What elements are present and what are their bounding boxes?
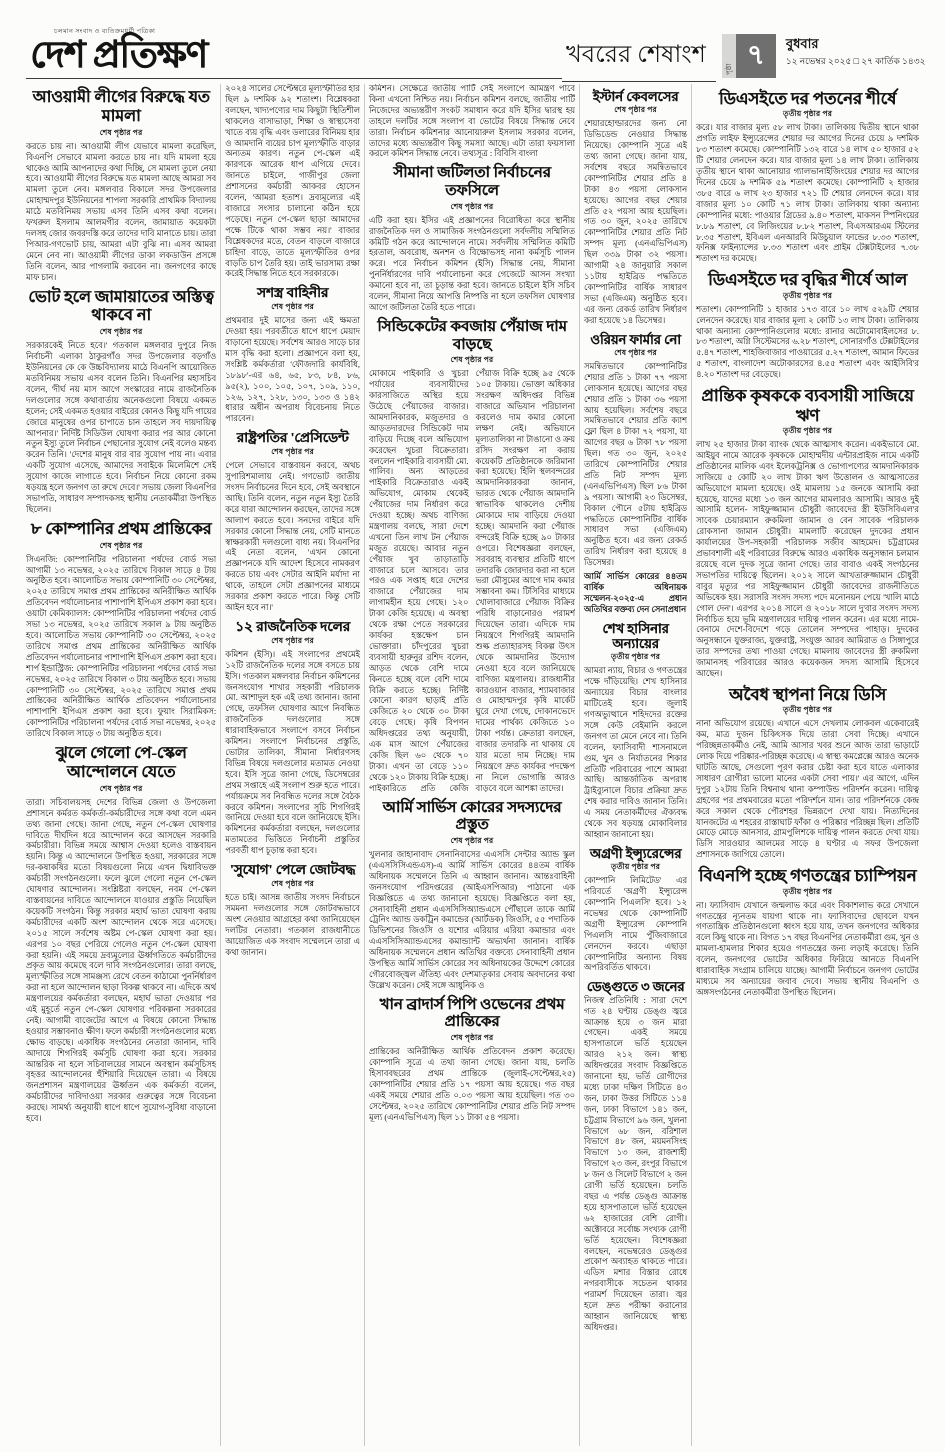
article-body: শেয়ারহোল্ডারদের জন্য নো ডিভিডেন্ড নেওয়ার সিদ্ধান্ত নিয়েছে। কোম্পানি সূত্রে এই তথ্য জানা গেছে। জানা যায়, সর্বশেষ বছরে সমন্বিতভাবে কোম্পানিটির শেয়ার প্রতি ৪ টাকা ৪৩ পয়সা লোকসান হয়েছে। আগের বছর শেয়ার প্রতি ৫২ পয়সা আয় হয়েছিল। গত ৩০ জুন, ২০২৫ তারিখে কোম্পানিটির শেয়ার প্রতি নিট সম্পদ মূল্য (এনএভিপিএস) ছিল ৩৩৯ টাকা ৩২ পয়সা। আগামী ২৪ জানুয়ারি সকাল ১১টায় হাইব্রিড পদ্ধতিতে কোম্পানিটির বার্ষিক সাধারণ সভা (এজিএম) অনুষ্ঠিত হবে। এর জন্য রেকর্ড তারিখ নির্ধারণ করা হয়েছে ১৪ ডিসেম্বর।	[584, 119, 688, 325]
article-body: খুলনার জাহানাবাদ সেনানিবাসের এএসসি সেন্টার অ্যান্ড স্কুল (এএসসিসিএন্ডএস)-এ আর্মি সার্ভিস কোরের ৪৪তম বার্ষিক অধিনায়ক সম্মেলনে তিনি এ আহ্বান জানান। আন্তঃবাহিনী জনসংযোগ পরিদপ্তরের (আইএসপিআর) পাঠানো এক বিজ্ঞপ্তিতে এ তথ্য জানানো হয়েছে। বিজ্ঞপ্তিতে বলা হয়, সেনাবাহিনী প্রধান এএসসিসিঅ্যান্ডএসে পৌঁছালে তাকে আর্মি ট্রেনিং অ্যান্ড ডকট্রিন কমান্ডের (আর্টডক) জিওসি, ৫৫ পদাতিক ডিভিশনের জিওসি ও যশোর এরিয়ার এরিয়া কমান্ডার এবং এএসসিসিঅ্যান্ডএসের কমান্ড্যান্ট অভ্যর্থনা জানান। বার্ষিক অধিনায়ক সম্মেলনে প্রধান অতিথির বক্তব্যে সেনাবাহিনী প্রধান উপস্থিত আর্মি সার্ভিস কোরের সব অধিনায়কের উদ্দেশে কোরের গৌরবোজ্জ্বল ঐতিহ্য এবং দেশমাতৃকার সেবায় অবদানের কথা উল্লেখ করেন। সেই সঙ্গে আধুনিক ও	[368, 849, 576, 990]
section-title: খবরের শেষাংশ	[562, 30, 716, 82]
article-onion-syndicate	[369, 319, 575, 795]
masthead-rule	[26, 78, 562, 79]
continuation-label: তৃতীয় পৃষ্ঠার পর	[783, 290, 833, 300]
article-body: না। ফ্যাসিবাদ যেখানে জন্মলাভ করে এবং বিকাশলাভ করে সেখানে গণতন্ত্রের ন্যূনতম যায়গা থাকে না। ফ্যাসিবাদের ছোবলে যখন গণতান্ত্রিক প্রতিষ্ঠানগুলো ধ্বংস হয়ে যায়, তখন জনগণের অধিকার বলে কিছু থাকে না। বিগত ১৭ বছর বিএনপির নেতাকর্মীরা গুম, খুন ও মামলা-হামলার শিকার হয়েও গণতন্ত্রের জন্য লড়াই করেছে। তিনি বলেন, জনগণের ভোটের অধিকার ফিরিয়ে আনতে বিএনপি ধারাবাহিক সংগ্রাম চালিয়ে যাচ্ছে। আগামী নির্বাচনে জনগণ ভোটের মাধ্যমে সব অন্যায়ের জবাব দেবে। সভায় স্থানীয় বিএনপি ও অঙ্গসংগঠনের নেতাকর্মীরা উপস্থিত ছিলেন।	[696, 900, 919, 997]
article-jamaat-existence	[26, 289, 216, 516]
column-6	[691, 84, 919, 1446]
weekday-label: বুধবার	[785, 36, 819, 51]
article-agrani-insurance	[584, 846, 687, 974]
article-headline: 'সুযোগ' পেলে জোটবদ্ধ	[229, 862, 356, 878]
article-inflation-continuation	[225, 84, 360, 280]
article-headline: সিন্ডিকেটের কবজায় পেঁয়াজ দাম বাড়ছে	[377, 318, 567, 353]
article-orion-pharma	[584, 332, 687, 570]
article-headline: সীমানা জটিলতা নির্বাচনের তফসিলে	[393, 165, 551, 200]
article-dse-top-gainers	[696, 270, 919, 381]
article-bnp-democracy-champion	[696, 866, 919, 999]
article-8-companies-q1	[26, 521, 216, 740]
article-body: হতে চাই। আসন্ন জাতীয় সংসদ নির্বাচনে সমমনা দলগুলোর সঙ্গে জোটবদ্ধভাবে অংশ নেওয়ার আগ্রহের কথা জানিয়েছেন দলটির নেতারা। গতকাল রাজধানীতে আয়োজিত এক সংবাদ সম্মেলনে তারা এ কথা জানান।	[225, 892, 360, 957]
date-block	[786, 36, 926, 69]
continuation-label: শেষ পৃষ্ঠার পর	[271, 302, 314, 312]
continuation-label: শেষ পৃষ্ঠার পর	[614, 105, 657, 115]
column-2	[220, 84, 360, 1446]
continuation-label: শেষ পৃষ্ঠার পর	[614, 347, 657, 357]
article-headline: বিএনপি হচ্ছে গণতন্ত্রের চ্যাম্পিয়ন	[698, 866, 917, 886]
article-illegal-structures-dc	[696, 685, 919, 861]
column-1	[26, 84, 216, 1446]
article-body: লাখ ২৫ হাজার টাকা ব্যাংক থেকে আত্মসাৎ করেন। একইভাবে মো. আইয়ুব নামে আরেক কৃষককে মোহাম্মদীয় এন্টারপ্রাইজ নামে একটি প্রতিষ্ঠানের মালিক এবং ইলেকট্রনিক্স ও ভোগ্যপণ্যের আমদানিকারক সাজিয়ে ৫ কোটি ২০ লাখ টাকা ঋণ উত্তোলন ও আত্মসাতের অভিযোগে মামলা হয়েছে। ওই মামলায় ১৫ জনকে আসামি করা হয়েছে, যাদের মধ্যে ১৩ জন আগের মামলারও আসামি। আরও দুই আসামি হলেন- সাইফুজ্জামান চৌধুরী জাবেদের স্ত্রী ইউসিবিএল'র সাবেক চেয়ারম্যান রুকমিলা জামান ও বেন সাবেক পরিচালক রোকসানা জামান চৌধুরী। মামলাটি করেছেন দুদকের প্রধান কার্যালয়ের উপ-সহকারী পরিচালক সজীব আহমেদ। চট্টগ্রামের প্রভাবশালী এই পরিবারের বিরুদ্ধে আরও একাধিক অনুসন্ধান চলমান রয়েছে বলে দুদক সূত্রে জানা গেছে। তার বাবাও একই সংগঠনের সভাপতির দায়িত্বে ছিলেন। ২০১২ সালে আখতারুজ্জামান চৌধুরী বাবুর মৃত্যুর পর সাইফুজ্জামান চৌধুরী জাবেদের রাজনীতিতে অভিষেক হয়। সরাসরি সংসদ সদস্য পদে মনোনয়ন পেয়ে 'খালি মাঠে গোল দেন'। এরপর ২০১৪ সালে ও ২০১৮ সালে দু'বার সংসদ সদস্য নির্বাচিত হয়ে ভূমি মন্ত্রণালয়ের দায়িত্ব পালন করেন। এর মধ্যে নামে-বেনামে দেশে-বিদেশে গড়ে তোলেন সম্পদের পাহাড়। দুদকের অনুসন্ধানে যুক্তরাজ্য, যুক্তরাষ্ট্র, সংযুক্ত আরব আমিরাত ও সিঙ্গাপুরে তার সম্পদের তথ্য পাওয়া গেছে। মামলায় জাবেদের স্ত্রী রুকমিলা জামানসহ পরিবারের আরও কয়েকজন সদস্য আসামি হিসেবে আছেন।	[696, 440, 919, 679]
photo-caption-army-conference	[584, 572, 687, 616]
article-body: আমরা ন্যায়, বিচার ও গণতন্ত্রের পক্ষে দাঁড়িয়েছি। শেখ হাসিনার অন্যায়ের বিচার বাংলার মাটিতেই হবে। জুলাই গণঅভ্যুত্থানে শহিদদের রক্তের সঙ্গে কেউ বেইমানি করলে জনগণ তা মেনে নেবে না। তিনি বলেন, ফ্যাসিবাদী শাসনামলে গুম, খুন ও নির্যাতনের শিকার প্রতিটি পরিবারের পাশে আমরা আছি। আন্তর্জাতিক অপরাধ ট্রাইব্যুনালে বিচার প্রক্রিয়া দ্রুত শেষ করার দাবিও জানান তিনি। এ সময় নেতাকর্মীদের ঐক্যবদ্ধ থেকে সব ষড়যন্ত্র মোকাবিলার আহ্বান জানানো হয়।	[584, 666, 688, 839]
article-sheikh-hasina-injustice	[584, 621, 687, 841]
article-headline: আর্মি সার্ভিস কোরের সদস্যদের প্রস্তুত	[382, 799, 562, 834]
article-body: শতাংশ। কোম্পানিটি ১ হাজার ১৭৩ বারে ১০ লাখ ৫২৯টি শেয়ার লেনদেন করেছে। যার বাজার মূল্য ২ কোটি ১৩ লাখ টাকা। তালিকায় থাকা অন্যান্য কোম্পানিগুলোর মধ্যে: রানার অটোমোবাইলসের ৮. ৮৩ শতাংশ, অগ্নি সিস্টেমসের ৬.২৮ শতাংশ, সোনারগাঁও টেক্সটাইলের ৫.৪৭ শতাংশ, শাহজিবাজার পাওয়ারের ৫.২৭ শতাংশ, আমান ফিডের ৫ শতাংশ, বাংলাদেশ অটোকারসের ৪.৫৫ শতাংশ এবং আইসিবি'র ৪.২০ শতাংশ দর বেড়েছে।	[696, 304, 919, 380]
continuation-label: তৃতীয় পৃষ্ঠার পর	[611, 652, 661, 662]
continuation-label: তৃতীয় পৃষ্ঠার পর	[783, 109, 833, 119]
article-headline: ৮ কোম্পানির প্রথম প্রান্তিকের	[30, 520, 212, 538]
article-headline: রাষ্ট্রপতির 'প্রেসিডেন্ট	[236, 430, 349, 446]
article-headline: ওরিয়ন ফার্মার নো	[590, 331, 681, 347]
article-eastern-cables	[584, 89, 687, 327]
continuation-label: তৃতীয় পৃষ্ঠার পর	[783, 705, 833, 715]
continuation-label: তৃতীয় পৃষ্ঠার পর	[611, 862, 661, 872]
continuation-label: শেষ পৃষ্ঠার পর	[99, 540, 143, 550]
article-body: তারা। সচিবালয়সহ দেশের বিভিন্ন জেলা ও উপজেলা প্রশাসনে কর্মরত কর্মকর্তা-কর্মচারীদের সঙ্গে কথা বলে এমন তথ্য জানা গেছে। জানা গেছে, নতুন পে-স্কেল ঘোষণার দাবিতে দীর্ঘদিন ধরে আন্দোলন করে আসছেন সরকারি কর্মচারীরা। বিভিন্ন সময়ে আশ্বাস দেওয়া হলেও বাস্তবায়ন হয়নি। কিন্তু এ আন্দোলনে উপস্থিত হওয়া, সরকারের সঙ্গে দর-কষাকষির মতো বিষয়গুলো নিয়ে এখন দ্বিধাবিভক্ত কর্মচারী সংগঠনগুলো। ফলে ঝুলে গেলো নতুন পে-স্কেল ঘোষণার আন্দোলন। সংশ্লিষ্টরা বলছেন, নবম পে-স্কেল বাস্তবায়নের দাবিতে আন্দোলনে যাওয়ার প্রস্তুতি নিয়েছিল কয়েকটি সংগঠন। কিন্তু সরকার মহার্ঘ ভাতা ঘোষণা করায় কর্মচারীদের একটি অংশ আন্দোলন থেকে সরে এসেছে। ২০১৫ সালে সর্বশেষ অষ্টম পে-স্কেল ঘোষণা করা হয়। এরপর ১০ বছর পেরিয়ে গেলেও নতুন পে-স্কেল ঘোষণা করা হয়নি। এই সময়ে দ্রব্যমূল্যের ঊর্ধ্বগতিতে কর্মচারীদের প্রকৃত আয় কমেছে বলে দাবি সংগঠনগুলোর। তারা বলছে, মূল্যস্ফীতির সঙ্গে সামঞ্জস্য রেখে বেতন কাঠামো পুনর্নির্ধারণ করা না হলে আন্দোলন ছাড়া বিকল্প থাকবে না। এদিকে অর্থ মন্ত্রণালয়ের কর্মকর্তারা বলছেন, মহার্ঘ ভাতা দেওয়ার পর এই মুহূর্তে নতুন পে-স্কেল ঘোষণার পরিকল্পনা সরকারের নেই। আগামী বাজেটের আগে এ বিষয়ে কোনো সিদ্ধান্ত হওয়ার সম্ভাবনাও ক্ষীণ। ফলে কর্মচারী সংগঠনগুলোর মধ্যে ক্ষোভ বাড়ছে। একাধিক সংগঠনের নেতারা জানান, দাবি আদায়ে শিগগিরই কর্মসূচি ঘোষণা করা হবে। সরকার আন্তরিক না হলে সচিবালয়ের সামনে অবস্থান কর্মসূচিসহ বৃহত্তর আন্দোলনের হুঁশিয়ারি দিয়েছেন তারা। এ বিষয়ে জনপ্রশাসন মন্ত্রণালয়ের ঊর্ধ্বতন এক কর্মকর্তা বলেন, কর্মচারীদের দাবিদাওয়া সরকার গুরুত্বের সঙ্গে বিবেচনা করছে। সামর্থ্য অনুযায়ী ধাপে ধাপে সুযোগ-সুবিধা বাড়ানো হবে।	[26, 797, 217, 1124]
article-headline: শেখ হাসিনার অন্যায়ের	[602, 620, 669, 652]
page-number: ৭	[736, 34, 776, 78]
article-body: সমন্বিতভাবে কোম্পানিটির শেয়ার প্রতি ১ টাকা ৭৭ পয়সা লোকসান হয়েছে। আগের বছর শেয়ার প্রতি ১ টাকা ৩৬ পয়সা আয় হয়েছিল। সর্বশেষ বছরে সমন্বিতভাবে শেয়ার প্রতি ক্যাশ ফ্লো ছিল ৪ টাকা ৭২ পয়সা, যা আগের বছর ৬ টাকা ৭৮ পয়সা ছিল। গত ৩০ জুন, ২০২৫ তারিখে কোম্পানিটির শেয়ার প্রতি নিট সম্পদ মূল্য (এনএভিপিএস) ছিল ৮৬ টাকা ৯ পয়সা। আগামী ২৩ ডিসেম্বর, বিকাল পৌনে ৫টায় হাইব্রিড পদ্ধতিতে কোম্পানিটির বার্ষিক সাধারণ সভা (এজিএম) অনুষ্ঠিত হবে। এর জন্য রেকর্ড তারিখ নির্ধারণ করা হয়েছে ৪ ডিসেম্বর।	[584, 361, 688, 568]
article-pay-scale-stalled	[26, 745, 216, 1125]
article-dengue-deaths	[584, 979, 687, 1333]
article-headline: অবৈধ স্থাপনা নিয়ে ডিসি	[729, 684, 887, 704]
article-headline: প্রান্তিক কৃষককে ব্যবসায়ী সাজিয়ে ঋণ	[701, 386, 914, 425]
page-number-box	[722, 34, 776, 78]
article-headline: সশস্ত্র বাহিনীর	[256, 285, 329, 301]
masthead-tagline: চলমান সংবাদ ও ব্যতিক্রমধর্মী পত্রিকা	[54, 28, 156, 35]
article-body: এটি করা হয়। ইসির এই প্রজ্ঞাপনের বিরোধিতা করে স্থানীয় রাজনৈতিক দল ও সামাজিক সংগঠনগুলো সর্বদলীয় সম্মিলিত কমিটি গঠন করে আন্দোলনে নামে। সর্বদলীয় সম্মিলিত কমিটি হরতাল, অবরোধ, অনশন ও বিক্ষোভসহ নানা কর্মসূচি পালন করে। পরে নির্বাচন কমিশন (ইসি) সিদ্ধান্ত নেয়, সীমানা পুনর্নির্ধারণের দাবি পর্যালোচনা করে গেজেটে আসন সংখ্যা কমানো হবে না, তা চূড়ান্ত করা হবে। জানতে চাইলে ইসি সচিব বলেন, সীমানা নিয়ে আপত্তি নিষ্পত্তি না হলে তফসিল ঘোষণার আগে জটিলতা তৈরি হতে পারে।	[368, 215, 576, 312]
continuation-label: তৃতীয় পৃষ্ঠার পর	[783, 426, 833, 435]
continuation-label: শেষ পৃষ্ঠার পর	[271, 447, 314, 457]
article-headline: ঝুলে গেলো পে-স্কেল আন্দোলনে যেতে	[55, 745, 187, 781]
article-body: নানা অভিযোগ রয়েছে। এখানে এসে দেখলাম লোকবল একেবারেই কম, মাত্র দুজন চিকিৎসক দিয়ে তারা সেবা দিচ্ছে। এখানে পরিচ্ছন্নতাকর্মীও নেই, আমি আসার খবর শুনে আজ তারা ভাড়াটে লোক দিয়ে পরিষ্কার-পরিচ্ছন্ন করেছে। এ স্বাস্থ্য কমপ্লেক্সে আরও অনেক ঘাটতি আছে, সেগুলো পূরণ করার চেষ্টা করা হবে যাতে এলাকার সাধারণ রোগীরা ভালো মানের একটা সেবা পায়।' এর আগে, এদিন দুপুর ১২টায় তিনি বিশ্বনাথ থানা কম্পাউন্ড পরিদর্শন করেন। দায়িত্ব গ্রহণের পর প্রথমবারের মতো পরিদর্শনে যান। তার পরিদর্শনকে কেন্দ্র করে সকাল থেকে পৌরশহর ভিন্নরূপে দেখা যায়। নিত্যদিনের যানজটের এ শহরের রাস্তাঘাট ফাঁকা ও পরিষ্কার পরিচ্ছন্ন ছিল। প্রতিটি মোড়ে মোড়ে আনসার, গ্রামপুলিশকে দায়িত্ব পালন করতে দেখা যায়। ডিসি সারওয়ার আলমের সাড়ে ৪ ঘণ্টার এ সফর উপজেলা প্রশাসনকে জাগিয়ে তোলে।	[696, 719, 919, 860]
article-president-ordinance	[225, 430, 360, 614]
column-3-4	[364, 84, 575, 1446]
content-area	[26, 84, 919, 1446]
article-headline: ইস্টার্ন কেবলসের	[592, 89, 679, 104]
article-khan-brothers-q1	[369, 997, 575, 1124]
date-text: ১২ নভেম্বর ২০২৫ □ ২৭ কার্তিক ১৪৩২	[785, 55, 926, 66]
article-body: প্রান্তিকের অনিরীক্ষিত আর্থিক প্রতিবেদন প্রকাশ করেছে। কোম্পানি সূত্রে এ তথ্য জানা গেছে। জানা যায়, চলতি হিসাববছরের প্রথম প্রান্তিকে (জুলাই-সেপ্টেম্বর,২৫) কোম্পানিটির শেয়ার প্রতি ১৭ পয়সা আয় হয়েছে। গত বছর একই সময়ে শেয়ার প্রতি ০.০৩ পয়সা আয় হয়েছিল। গত ৩০ সেপ্টেম্বর, ২০২৫ তারিখে কোম্পানিটির শেয়ার প্রতি নিট সম্পদ মূল্য (এনএভিপিএস) ছিল ১১ টাকা ৫৪ পয়সা।	[368, 1047, 576, 1122]
article-body: কমিশন। সেক্ষেত্রে জাতীয় পার্টি সেই সংলাপে আমন্ত্রণ পাবে কিনা এখনো নিশ্চিত নয়। নির্বাচন কমিশন বলছে, জাতীয় পার্টি নিজেদের অভ্যন্তরীণ সংকট সমাধান করে যদি ইসির দ্বারস্থ হয় তাহলে দলটির সঙ্গে সংলাপ বা ভোটের বিষয়ে সিদ্ধান্ত নেবে তারা। নির্বাচন কমিশনার আনোয়ারুল ইসলাম সরকার বলেন, তাদের মধ্যে অভ্যন্তরীণ কিছু সমস্যা আছে। এটা তারা ফয়সালা করলে কমিশন সিদ্ধান্ত নেবে। তথ্যসূত্র : বিবিসি বাংলা	[368, 84, 576, 159]
continuation-label: শেষ পৃষ্ঠার পর	[450, 355, 494, 365]
article-headline: খান ব্রাদার্স পিপি ওভেনের প্রথম প্রান্তিকের	[379, 996, 565, 1031]
page-tab-label: পৃষ্ঠা	[722, 34, 736, 78]
continuation-label: তৃতীয় পৃষ্ঠার পর	[783, 886, 833, 896]
article-ec-dialogue-continuation	[369, 84, 575, 160]
article-headline: আওয়ামী লীগের বিরুদ্ধে যত মামলা	[32, 89, 210, 125]
article-body: কমিশন (ইসি)। এই সংলাপের প্রথমেই ১২টি রাজনৈতিক দলের সঙ্গে বসতে চায় ইসি। গতকাল মঙ্গলবার নির্বাচন কমিশনের জনসংযোগ শাখার সহকারী পরিচালক মো. আশাদুল হক এই তথ্য জানান। জানা গেছে, তফসিল ঘোষণার আগে নিবন্ধিত রাজনৈতিক দলগুলোর সঙ্গে ধারাবাহিকভাবে সংলাপে বসবে নির্বাচন কমিশন। সংলাপে নির্বাচনের প্রস্তুতি, ভোটার তালিকা, সীমানা নির্ধারণসহ বিভিন্ন বিষয়ে দলগুলোর মতামত নেওয়া হবে। ইসি সূত্রে জানা গেছে, ডিসেম্বরের প্রথম সপ্তাহে এই সংলাপ শুরু হতে পারে। পর্যায়ক্রমে সব নিবন্ধিত দলের সঙ্গে বৈঠক করবে কমিশন। সংলাপের সূচি শিগগিরই জানিয়ে দেওয়া হবে বলে জানিয়েছে ইসি। কমিশনের কর্মকর্তারা বলছেন, দলগুলোর মতামতের ভিত্তিতে নির্বাচনী প্রস্তুতির পরবর্তী ধাপ চূড়ান্ত করা হবে।	[225, 649, 360, 856]
article-body: মোকামে পাইকারি ও খুচরা পর্যায়ের ব্যবসায়ীদের কারসাজিতে অস্থির হয়ে উঠেছে পেঁয়াজের বাজার। আমদানিকারক, মজুতদার ও আড়তদারদের সিন্ডিকেট দাম বাড়িয়ে দিচ্ছে বলে অভিযোগ করেছেন খুচরা বিক্রেতারা। বললেন পাইকারি ব্যবসায়ী মো. গালিব। অন্য আড়তের পাইকারি বিক্রেতারাও একই অভিযোগ, মোকাম থেকেই পেঁয়াজের দাম নির্ধারণ করে দেওয়া হচ্ছে। অথচ বাণিজ্য মন্ত্রণালয় বলছে, সারা দেশে এখনো তিন লাখ টন পেঁয়াজ মজুত রয়েছে। আবার নতুন পেঁয়াজ খুব তাড়াতাড়ি বাজারে চলে আসবে। তার পরও এক সপ্তাহ ধরে দেশের বাজারে পেঁয়াজের দাম লাগামহীন হয়ে গেছে। ১২০ টাকা কেজি হয়েছে। এ অবস্থা থেকে রক্ষা পেতে সরকারের কার্যকর হস্তক্ষেপ চান ভোক্তারা। চাঁদপুরের খুচরা ব্যবসায়ী হারুনুর রশিদ বলেন, আড়ত থেকে বেশি দামে কিনতে হচ্ছে বলে বেশি দামে বিক্রি করতে হচ্ছে। নির্দিষ্ট কোনো কারণ ছাড়াই প্রতি কেজিতে ২০ থেকে ৩০ টাকা বেড়ে গেছে। কৃষি বিপণন অধিদপ্তরের তথ্য অনুযায়ী, এক মাস আগে পেঁয়াজের কেজি ছিল ৬০ থেকে ৭০ টাকা। এখন তা বেড়ে ১১০ থেকে ১২০ টাকায় বিক্রি হচ্ছে। পাইকারিতে প্রতি কেজি পেঁয়াজ বিক্রি হচ্ছে ৯৫ থেকে ১০৫ টাকায়। ভোক্তা অধিকার সংরক্ষণ অধিদপ্তর বিভিন্ন বাজারে অভিযান পরিচালনা করলেও দাম কমার কোনো লক্ষণ নেই। অভিযানে মূল্যতালিকা না টাঙানো ও ক্রয় রসিদ সংরক্ষণ না করায় কয়েকটি প্রতিষ্ঠানকে জরিমানা করা হয়েছে। হিলি স্থলবন্দরের আমদানিকারকরা জানান, ভারত থেকে পেঁয়াজ আমদানি স্বাভাবিক থাকলেও দেশীয় মোকামে দাম বাড়িয়ে দেওয়া হচ্ছে। আমদানি করা পেঁয়াজ বন্দরেই বিক্রি হচ্ছে ৯০ টাকার ওপরে। বিশেষজ্ঞরা বলছেন, সরবরাহ ব্যবস্থার প্রতিটি ধাপে তদারকি জোরদার করা না হলে ভরা মৌসুমের আগে দাম কমার সম্ভাবনা কম। টিসিবির মাধ্যমে খোলাবাজারে পেঁয়াজ বিক্রির পরিধি বাড়ানোরও পরামর্শ দিয়েছেন তারা। এদিকে দাম নিয়ন্ত্রণে শিগগিরই আমদানি শুল্ক প্রত্যাহারসহ বিকল্প উৎস থেকে আমদানির উদ্যোগ নেওয়া হবে বলে জানিয়েছে বাণিজ্য মন্ত্রণালয়। রাজধানীর কারওয়ান বাজার, শ্যামবাজার ও মোহাম্মদপুর কৃষি মার্কেট ঘুরে দেখা গেছে, দোকানভেদে দামের পার্থক্য কেজিতে ১০ টাকা পর্যন্ত। ক্রেতারা বলছেন, বাজার তদারকি না থাকায় যে যার মতো দাম নিচ্ছে। দাম নিয়ন্ত্রণে দ্রুত কার্যকর পদক্ষেপ না নিলে ভোগান্তি আরও বাড়বে বলে আশঙ্কা তাদের।	[368, 369, 576, 793]
continuation-label: শেষ পৃষ্ঠার পর	[99, 327, 143, 337]
article-body: করে। যার বাজার মূল্য ৫৮ লাখ টাকা। তালিকায় দ্বিতীয় স্থানে থাকা প্রগতি লাইফ ইন্স্যুরেন্সের শেয়ার দর আগের দিনের চেয়ে ৯ দশমিক ৮৩ শতাংশ কমেছে। কোম্পানিটি ১৩২ বারে ১৪ লাখ ৫০ হাজার ৫২ টি শেয়ার লেনদেন করে। যার বাজার মূল্য ১৪ লাখ টাকা। তালিকায় তৃতীয় স্থানে থাকা আনোয়ার গ্যালভানাইজিংয়ের শেয়ার দর আগের দিনের চেয়ে ৯ দশমিক ৫৯ শতাংশ কমেছে। কোম্পানিটি ২ হাজার ৩৮৫ বারে ৬ লাখ ২৩ হাজার ৭২১ টি শেয়ার লেনদেন করে। যার বাজার মূল্য ১০ কোটি ৭১ লাখ টাকা। তালিকায় থাকা অন্যান্য কোম্পানির মধ্যে: পাওয়ার গ্রিডের ৯.৪০ শতাংশ, মাকসন স্পিনিংয়ের ৮.৮৯ শতাংশ, বে লিজিংয়ের ৮.৮২ শতাংশ, বিএসআরএম স্টিলের ৮.৩৫ শতাংশ, ইবিএল এনআরবি মিউচুয়াল ফান্ডের ৮.৩৩ শতাংশ, ফনিক্স ফাইন্যান্সের ৮.৩৩ শতাংশ এবং প্রাইম টেক্সটাইলের ৭.৩৮ শতাংশ দর কমেছে।	[696, 123, 919, 264]
continuation-label: শেষ পৃষ্ঠার পর	[99, 783, 143, 793]
article-headline: ডেঙ্গুতে ৩ জনের	[586, 979, 685, 995]
article-armed-forces	[225, 285, 360, 425]
article-headline: ভোট হলে জামায়াতের অস্তিত্ব থাকবে না	[28, 288, 214, 325]
article-headline: ১২ রাজনৈতিক দলের	[235, 618, 351, 634]
article-awami-league-cases	[26, 89, 216, 284]
article-body: নিজস্ব প্রতিনিধি : সারা দেশে গত ২৪ ঘণ্টায় ডেঙ্গু জ্বরে আক্রান্ত হয়ে ৩ জন মারা গেছেন। একই সময়ে হাসপাতালে ভর্তি হয়েছেন আরও ২১২ জন। স্বাস্থ্য অধিদপ্তরের সংবাদ বিজ্ঞপ্তিতে জানানো হয়, ভর্তি রোগীদের মধ্যে ঢাকা দক্ষিণ সিটিতে ৪৩ জন, ঢাকা উত্তর সিটিতে ১১৪ জন, ঢাকা বিভাগে ১৪১ জন, চট্টগ্রাম বিভাগে ৯৬ জন, খুলনা বিভাগে ৬৮ জন, বরিশাল বিভাগে ৪৮ জন, ময়মনসিংহ বিভাগে ১৩ জন, রাজশাহী বিভাগে ২৩ জন, রংপুর বিভাগে ৮ জন ও সিলেট বিভাগে ২ জন রোগী ভর্তি হয়েছেন। চলতি বছর এ পর্যন্ত ডেঙ্গু আক্রান্ত হয়ে হাসপাতালে ভর্তি হয়েছেন ৬২ হাজারের বেশি রোগী। অক্টোবরে সর্বোচ্চ সংখ্যক রোগী ভর্তি হয়েছেন। বিশেষজ্ঞরা বলছেন, নভেম্বরেও ডেঙ্গুর প্রকোপ অব্যাহত থাকতে পারে। এডিস মশার বিস্তার রোধে নগরবাসীকে সচেতন থাকার পরামর্শ দিয়েছেন তারা। জ্বর হলে দ্রুত পরীক্ষা করানোর আহ্বান জানিয়েছে স্বাস্থ্য অধিদপ্তর।	[584, 995, 688, 1332]
article-body: ২০২৪ সালের সেপ্টেম্বরে মূল্যস্ফীতির হার ছিল ৯ দশমিক ৯২ শতাংশ। বিশ্লেষকরা বলছেন, খাদ্যপণ্যের দাম কিছুটা স্থিতিশীল থাকলেও বাসাভাড়া, শিক্ষা ও স্বাস্থ্যসেবা খাতে ব্যয় বৃদ্ধি এবং ডলারের বিনিময় হার ও আমদানি ব্যয়ের চাপ মূল্যস্ফীতি বাড়ার অন্যতম কারণ। নতুন পে-স্কেল এই কারণকে আরেক ধাপ এগিয়ে দেবে। জানতে চাইলে, গাজীপুর জেলা প্রশাসনের কর্মচারী আকবর হোসেন বলেন, 'আমরা হতাশ। দ্রব্যমূল্যের এই বাজারে সংসার চালানো কঠিন হয়ে পড়েছে। নতুন পে-স্কেল ছাড়া আমাদের পক্ষে টিকে থাকা সম্ভব নয়।' বাজার বিশ্লেষকদের মতে, বেতন বাড়লে বাজারে চাহিদা বাড়ে, তাতে মূল্যস্ফীতির ওপর বাড়তি চাপ তৈরি হয়। তাই ভারসাম্য রক্ষা করেই সিদ্ধান্ত নিতে হবে সরকারকে।	[225, 84, 360, 279]
newspaper-logo: দেশ প্রতিক্ষণ	[30, 35, 207, 76]
continuation-label: শেষ পৃষ্ঠার পর	[450, 1033, 494, 1043]
article-body: কোম্পানি লিমিটেড' এর পরিবর্তে 'অগ্রণী ইন্স্যুরেন্স কোম্পানি পিএলসি' হবে। ১২ নভেম্বর থেকে কোম্পানিটি অগ্রণী ইন্স্যুরেন্স কোম্পানি পিএলসি নামে পুঁজিবাজারে লেনদেন করবে। এছাড়া কোম্পানিটির অন্যান্য বিষয় অপরিবর্তিত থাকবে।	[584, 876, 688, 973]
column-5	[579, 84, 687, 1446]
continuation-label: শেষ পৃষ্ঠার পর	[271, 878, 314, 888]
article-body: পেলে সেভাবে বাস্তবায়ন করবে, অথচ সুপারিশমালায় নেই। গণভোট জাতীয় সংসদ নির্বাচনের দিনে হবে, সেই অবস্থানে আছি। তিনি বলেন, নতুন নতুন ইস্যু তৈরি করে যারা আন্দোলন করছেন, তাদের সঙ্গে আলাপ করতে হবে। সনদের বাইরে যদি সরকার কোনো সিদ্ধান্ত নেয়, সেটি মানতে স্বাক্ষরকারী দলগুলো বাধ্য নয়। বিএনপির এই নেতা বলেন, 'এখন কোনো প্রজ্ঞাপনকে যদি আদেশ হিসেবে নামকরণ করতে চায় এবং সেটার আইনি মর্যাদা না থাকে, তাহলে সেটা প্রজ্ঞাপনের মাধ্যমে সরকার প্রকাশ করতে পারে। কিন্তু সেটি আইন হবে না।'	[225, 461, 360, 612]
article-headline: ডিএসইতে দর বৃদ্ধির শীর্ষে আল	[708, 270, 908, 290]
article-headline: ডিএসইতে দর পতনের শীর্ষে	[718, 89, 897, 108]
article-headline: অগ্রণী ইন্স্যুরেন্সের	[589, 845, 682, 861]
continuation-label: শেষ পৃষ্ঠার পর	[450, 835, 494, 845]
article-opportunity-alliance	[225, 862, 360, 958]
masthead	[30, 26, 207, 76]
article-body: সিএনজি: কোম্পানিটির পরিচালনা পর্ষদের বোর্ড সভা আগামী ১৩ নভেম্বর, ২০২৫ তারিখে বিকাল সাড়ে ৪ টায় অনুষ্ঠিত হবে। আলোচিত সভায় কোম্পানিটি ৩০ সেপ্টেম্বর, ২০২৫ তারিখে সমাপ্ত প্রথম প্রান্তিকের অনিরীক্ষিত আর্থিক প্রতিবেদন পর্যালোচনার পাশাপাশি ইপিএস প্রকাশ করা হবে। ওয়াটা কেমিক্যালস: কোম্পানিটির পরিচালনা পর্ষদের বোর্ড সভা ১৩ নভেম্বর, ২০২৫ তারিখে সকাল ৯ টায় অনুষ্ঠিত হবে। আলোচিত সভায় কোম্পানিটি ৩০ সেপ্টেম্বর, ২০২৫ তারিখে সমাপ্ত প্রথম প্রান্তিকের অনিরীক্ষিত আর্থিক প্রতিবেদন পর্যালোচনার পাশাপাশি ইপিএস প্রকাশ করা হবে। শার্প ইন্ডাস্ট্রিজ: কোম্পানিটির পরিচালনা পর্ষদের বোর্ড সভা নভেম্বর, ২০২৫ তারিখে বিকাল ৩ টায় অনুষ্ঠিত হবে। সভায় কোম্পানিটি ৩০ সেপ্টেম্বর, ২০২৫ তারিখে সমাপ্ত প্রথম প্রান্তিকের অনিরীক্ষিত আর্থিক প্রতিবেদন পর্যালোচনার পাশাপাশি ইপিএস প্রকাশ করা হবে। ফুয়াং সিরামিকস: কোম্পানিটির পরিচালনা পর্ষদের বোর্ড সভা নভেম্বর, ২০২৫ তারিখে বিকাল সাড়ে ৩ টায় অনুষ্ঠিত হবে।	[26, 554, 217, 739]
article-boundary-complication	[369, 165, 575, 314]
article-12-political-parties	[225, 619, 360, 857]
article-body: সরকারকেই নিতে হবে।' গতকাল মঙ্গলবার দুপুরে নিজ নির্বাচনী এলাকা ঠাকুরগাঁও সদর উপজেলার বড়গাঁও ইউনিয়নের কে কে উচ্চবিদ্যালয় মাঠে বিএনপি আয়োজিত মতবিনিময় সভায় এসব বলেন তিনি। বিএনপির মহাসচিব বলেন, 'দীর্ঘ নয় মাস আগে সংস্কারের নামে রাজনৈতিক দলগুলোর সঙ্গে কথাবার্তায় অনেকগুলো বিষয়ে একমত হলেন; সেই একমত হওয়ার বাইরের কোনও কিছু যদি গায়ের জোরে মানুষের ওপর চাপাতে চান তাহলে সব দায়দায়িত্ব আপনার।' নির্দিষ্ট সিডিউল ঘোষণা করার পর আর কোনো নতুন ইস্যু তুলে নির্বাচন পেছানোর সুযোগ নেই বলেও মন্তব্য করেন তিনি। 'দেশের মানুষ বার বার সুযোগ পায় না। এবার একটি সুযোগ এসেছে, আমাদের সবাইকে মিলেমিশে সেই সুযোগ কাজে লাগাতে হবে। নির্বাচন নিয়ে কোনো রকম ষড়যন্ত্র হলে জনগণ তা রুখে দেবে।' সভায় জেলা বিএনপির সভাপতি, সাধারণ সম্পাদকসহ স্থানীয় নেতাকর্মীরা উপস্থিত ছিলেন।	[26, 341, 217, 514]
article-body: করতে চায় না। আওয়ামী লীগ যেভাবে মামলা করেছিল, বিএনপি সেভাবে মামলা করতে চায় না। যদি মামলা হয়ে থাকেও আমি আপনাদের কথা দিচ্ছি, সে মামলা তুলে নেয়া হবে। আওয়ামী লীগের বিরুদ্ধে যত মামলা আছে আমরা সব মামলা তুলে নেব। মঙ্গলবার বিকালে সদর উপজেলার মোহাম্মদপুর ইউনিয়নের শাপলা সরকারি প্রাথমিক বিদ্যালয় মাঠে মতবিনিময় সভায় এসব তিনি এসব কথা বলেন। ফখরুল ইসলাম আলমগীর বলেন, জামায়াত কয়েকটা দলসহ জোর জবরদস্তি করে তাদের দাবি মানাতে চায়। তারা পিআর-গণভোট চায়, আমরা এটা বুঝি না। এসব আমরা মেনে নেব না। আওয়ামী লীগের ডাকা লকডাউন প্রসঙ্গে তিনি বলেন, আর পাগলামি করবেন না। জনগণের কাছে মাফ চান।	[26, 141, 217, 282]
continuation-label: শেষ পৃষ্ঠার পর	[450, 201, 494, 211]
continuation-label: শেষ পৃষ্ঠার পর	[271, 635, 314, 645]
article-dse-top-losers	[696, 89, 919, 265]
article-farmer-loan-fraud	[696, 386, 919, 680]
continuation-label: শেষ পৃষ্ঠার পর	[99, 127, 143, 137]
caption-text: আর্মি সার্ভিস কোরের ৪৪তম বার্ষিক অধিনায়ক সম্মেলন-২০২৫-এ প্রধান অতিথির বক্তব্য দেন সেনাপ্রধান	[584, 572, 688, 614]
header-right	[562, 30, 925, 82]
article-body: প্রথমবার দুই মাসের জন্য এই ক্ষমতা দেওয়া হয়। পরবর্তীতে ধাপে ধাপে মেয়াদ বাড়ানো হয়েছে। সর্বশেষ আরও সাড়ে চার মাস বৃদ্ধি করা হলো। প্রজ্ঞাপনে বলা হয়, সংশ্লিষ্ট কর্মকর্তারা 'ফৌজদারি কার্যবিধি, ১৮৯৮'-এর ৬৪, ৬৫, ৮৩, ৮৪, ৮৬, ৯৫(২), ১০০, ১০৫, ১০৭, ১০৯, ১১০, ১২৬, ১২৭, ১২৮, ১৩০, ১৩৩ ও ১৪২ ধারার অধীন অপরাধ বিবেচনায় নিতে পারবেন।	[225, 316, 360, 424]
article-army-service-corps	[369, 800, 575, 992]
